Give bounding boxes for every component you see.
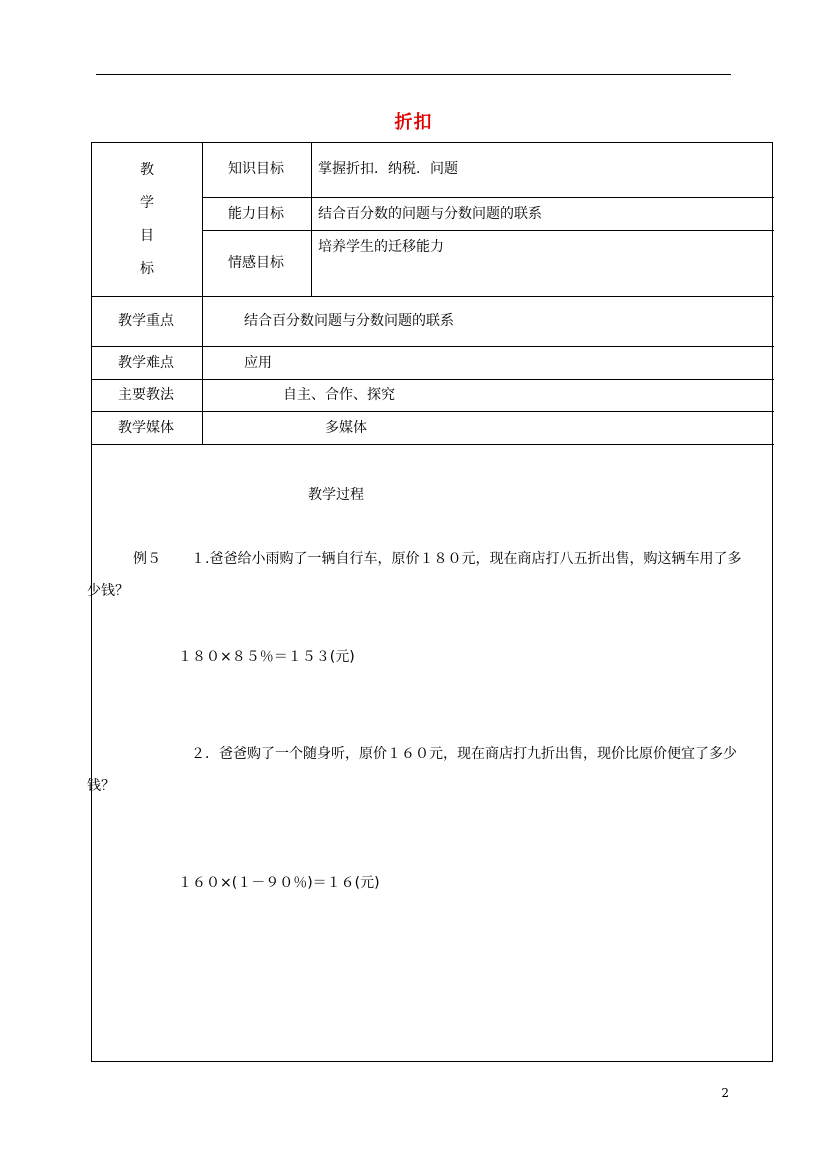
objectives-label-char: 学 <box>140 195 154 211</box>
objective-value: 结合百分数的问题与分数问题的联系 <box>318 206 542 222</box>
info-value: 结合百分数问题与分数问题的联系 <box>244 313 454 329</box>
answer-2: １６０×(１－９０％)＝１６(元) <box>178 875 380 891</box>
info-value: 多媒体 <box>325 420 367 436</box>
question-2-line-2: 钱？ <box>87 778 115 794</box>
info-label: 教学难点 <box>118 355 174 371</box>
objectives-label-char: 目 <box>140 228 154 244</box>
row-divider <box>92 296 774 297</box>
question-1-line-1: １.爸爸给小雨购了一辆自行车，原价１８０元，现在商店打八五折出售，购这辆车用了多 <box>191 551 742 567</box>
example-label: 例５ <box>133 551 161 567</box>
question-2-line-1: ２．爸爸购了一个随身听，原价１６０元，现在商店打九折出售，现价比原价便宜了多少 <box>191 746 737 762</box>
process-heading: 教学过程 <box>308 487 364 503</box>
info-label: 教学重点 <box>118 313 174 329</box>
row-divider <box>92 411 774 412</box>
objectives-label-char: 标 <box>140 261 154 277</box>
objective-value: 掌握折扣．纳税．问题 <box>318 161 458 177</box>
objective-label: 情感目标 <box>228 255 284 271</box>
info-value: 应用 <box>244 355 272 371</box>
page-title: 折扣 <box>394 112 433 133</box>
objective-value: 培养学生的迁移能力 <box>318 239 444 255</box>
info-value: 自主、合作、探究 <box>283 387 395 403</box>
info-label: 主要教法 <box>118 387 174 403</box>
column-divider <box>202 143 203 444</box>
lesson-plan-table <box>87 142 773 1062</box>
answer-1: １８０×８５％＝１５３(元) <box>178 649 355 665</box>
row-divider <box>202 197 774 198</box>
column-divider <box>311 143 312 296</box>
row-divider <box>92 444 774 445</box>
row-divider <box>92 379 774 380</box>
objective-label: 能力目标 <box>228 206 284 222</box>
row-divider <box>92 346 774 347</box>
header-rule <box>96 74 731 75</box>
question-1-line-2: 少钱？ <box>87 583 129 599</box>
page-number: 2 <box>721 1086 729 1100</box>
row-divider <box>202 230 774 231</box>
info-label: 教学媒体 <box>118 420 174 436</box>
objectives-label-char: 教 <box>140 162 154 178</box>
objective-label: 知识目标 <box>228 161 284 177</box>
